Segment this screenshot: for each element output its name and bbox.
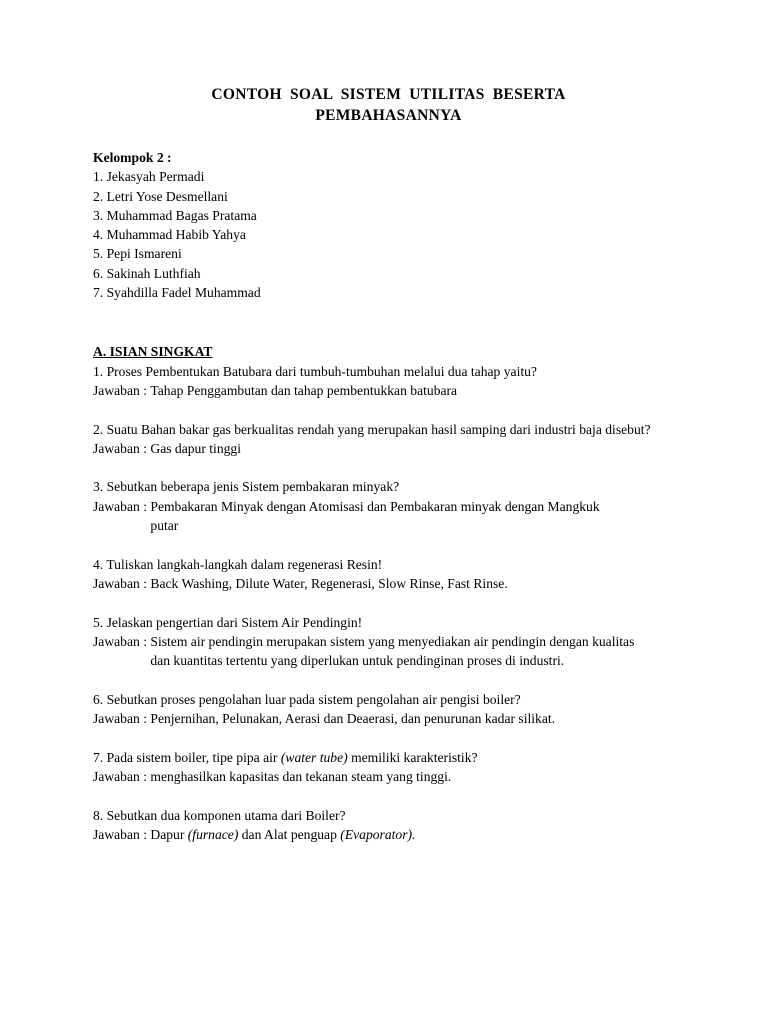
answer-label: Jawaban :	[93, 768, 151, 784]
question-text	[93, 748, 678, 767]
question-block-1	[93, 362, 678, 401]
answer-text: Penjernihan, Pelunakan, Aerasi dan Deaerasi, dan penurunan kadar silikat.	[150, 711, 556, 727]
list-item: 7. Syahdilla Fadel Muhammad	[93, 285, 261, 301]
answer-text	[150, 825, 678, 844]
title-line-1: CONTOH SOAL SISTEM UTILITAS BESERTA	[211, 86, 566, 103]
member-list	[93, 167, 678, 302]
answer-label: Jawaban :	[93, 711, 151, 727]
group-label: Kelompok 2 :	[93, 150, 172, 165]
list-item: 4. Muhammad Habib Yahya	[93, 227, 246, 243]
question-text: 6. Sebutkan proses pengolahan luar pada sistem pengolahan air pengisi boiler?	[93, 691, 521, 707]
question-text: 3. Sebutkan beberapa jenis Sistem pembakaran minyak?	[93, 479, 400, 495]
list-item: 1. Jekasyah Permadi	[93, 169, 205, 185]
question-block-7	[93, 748, 678, 787]
answer-label: Jawaban :	[93, 575, 151, 591]
answer-row	[93, 497, 678, 536]
page-title	[93, 84, 678, 126]
answer-text-middle: dan Alat penguap	[238, 826, 341, 842]
question-block-4	[93, 555, 678, 594]
question-text-end: memiliki karakteristik?	[347, 749, 478, 765]
answer-label: Jawaban :	[93, 633, 151, 649]
question-text: 1. Proses Pembentukan Batubara dari tumbuh-tumbuhan melalui dua tahap yaitu?	[93, 363, 537, 379]
answer-label: Jawaban :	[93, 382, 151, 398]
list-item: 3. Muhammad Bagas Pratama	[93, 207, 257, 223]
answer-row	[93, 767, 678, 786]
answer-text: Back Washing, Dilute Water, Regenerasi, Slow Rinse, Fast Rinse.	[150, 575, 508, 591]
question-block-8	[93, 806, 678, 845]
answer-text: menghasilkan kapasitas dan tekanan steam yang tinggi.	[150, 768, 452, 784]
question-text: 8. Sebutkan dua komponen utama dari Boiler?	[93, 807, 346, 823]
answer-text: Pembakaran Minyak dengan Atomisasi dan Pembakaran minyak dengan Mangkuk putar	[150, 498, 600, 534]
answer-label: Jawaban :	[93, 440, 151, 456]
list-item: 6. Sakinah Luthfiah	[93, 265, 201, 281]
section-heading: A. ISIAN SINGKAT	[93, 344, 213, 360]
answer-row	[93, 825, 678, 844]
answer-row	[93, 709, 678, 728]
question-block-2	[93, 420, 678, 459]
title-line-2: PEMBAHASANNYA	[315, 107, 462, 124]
question-block-5	[93, 613, 678, 671]
answer-text-start: Dapur	[150, 826, 188, 842]
answer-row	[93, 439, 678, 458]
question-text: 2. Suatu Bahan bakar gas berkualitas rendah yang merupakan hasil samping dari industri baja disebut?	[93, 421, 651, 437]
list-item: 2. Letri Yose Desmellani	[93, 188, 228, 204]
question-text-start: 7. Pada sistem boiler, tipe pipa air	[93, 749, 281, 765]
answer-row	[93, 381, 678, 400]
list-item: 5. Pepi Ismareni	[93, 246, 182, 262]
answer-text: Gas dapur tinggi	[150, 440, 242, 456]
answer-term-italic-1: (furnace)	[187, 826, 239, 842]
answer-row	[93, 574, 678, 593]
question-text: 5. Jelaskan pengertian dari Sistem Air Pendingin!	[93, 614, 363, 630]
question-block-3	[93, 477, 678, 535]
answer-label: Jawaban :	[93, 498, 151, 514]
question-term-italic: (water tube)	[280, 749, 348, 765]
answer-label: Jawaban :	[93, 826, 151, 842]
answer-row	[93, 632, 678, 671]
answer-term-italic-2: (Evaporator).	[340, 826, 416, 842]
question-block-6	[93, 690, 678, 729]
question-text: 4. Tuliskan langkah-langkah dalam regenerasi Resin!	[93, 556, 383, 572]
answer-text: Tahap Penggambutan dan tahap pembentukkan batubara	[150, 382, 458, 398]
answer-text: Sistem air pendingin merupakan sistem yang menyediakan air pendingin dengan kualitas dan kuantitas tertentu yang diperlukan untuk pendinginan proses di industri.	[150, 633, 635, 669]
